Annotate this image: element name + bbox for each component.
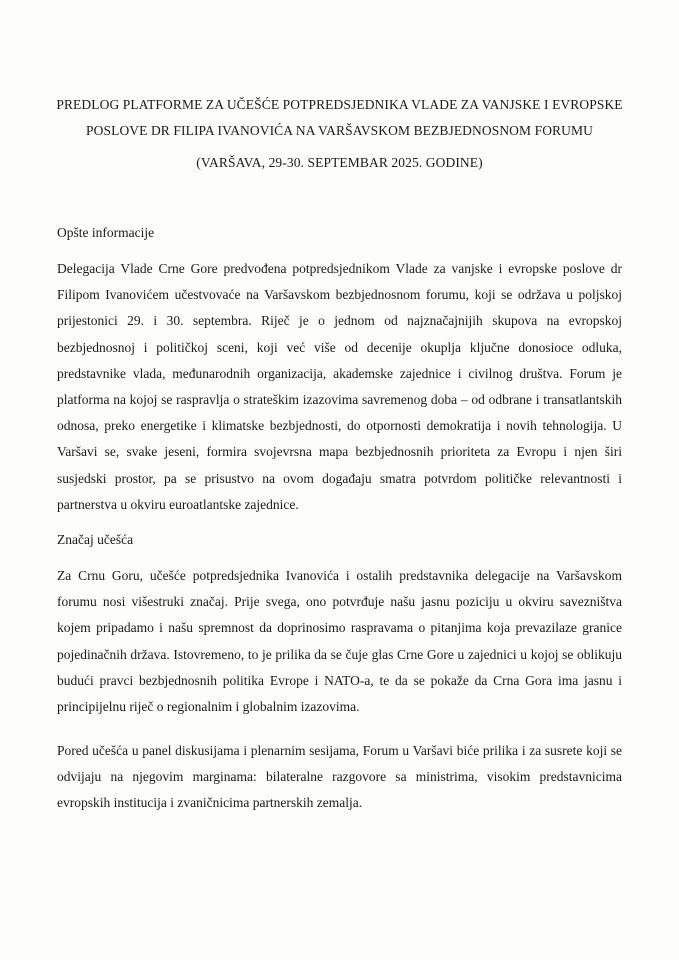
- section-heading-significance: Značaj učešća: [57, 532, 134, 547]
- section-paragraph-significance: Za Crnu Goru, učešće potpredsjednika Ivanovića i ostalih predstavnika delegacije na Varšavskom forumu nosi višestruki značaj. Prije svega, ono potvrđuje našu jasnu poziciju u okviru savezništva kojem pripadamo i našu spremnost da doprinosimo raspravama o pitanjima koja prevazilaze granice pojedinačnih država. Istovremeno, to je prilika da se čuje glas Crne Gore u zajednici u kojoj se oblikuju budući pravci bezbjednosnih politika Evrope i NATO-a, te da se pokaže da Crna Gora ima jasnu i principijelnu riječ o regionalnim i globalnim izazovima.: [57, 568, 622, 715]
- section-paragraph-general-info: Delegacija Vlade Crne Gore predvođena potpredsjednikom Vlade za vanjske i evropske poslove dr Filipom Ivanovićem učestvovaće na Varšavskom bezbjednosnom forumu, koji se održava u poljskoj prijestonici 29. i 30. septembra. Riječ je o jednom od najznačajnijih skupova na evropskoj bezbjednosnoj i političkoj sceni, koji već više od decenije okuplja ključne donosioce odluka, predstavnike vlada, međunarodnih organizacija, akademske zajednice i civilnog društva. Forum je platforma na kojoj se raspravlja o strateškim izazovima savremenog doba – od odbrane i transatlantskih odnosa, preko energetike i klimatske bezbjednosti, do otpornosti demokratija i novih tehnologija. U Varšavi se, svake jeseni, formira svojevrsna mapa bezbjednosnih prioriteta za Evropu i njen širi susjedski prostor, pa se prisustvo na ovom događaju smatra potvrdom političke relevantnosti i partnerstva u okviru euroatlantske zajednice.: [57, 261, 622, 512]
- document-title: [40, 92, 639, 144]
- section-heading-general-info: Opšte informacije: [57, 225, 155, 240]
- section-paragraph-margins: Pored učešća u panel diskusijama i plenarnim sesijama, Forum u Varšavi biće prilika i za susrete koji se odvijaju na njegovim marginama: bilateralne razgovore sa ministrima, visokim predstavnicima evropskih institucija i zvaničnicima partnerskih zemalja.: [57, 743, 622, 811]
- document-title-line-1: PREDLOG PLATFORME ZA UČEŠĆE POTPREDSJEDNIKA VLADE ZA VANJSKE I EVROPSKE: [56, 97, 623, 112]
- document-title-line-2: POSLOVE DR FILIPA IVANOVIĆA NA VARŠAVSKOM BEZBJEDNOSNOM FORUMU: [86, 123, 593, 138]
- document-subtitle: (VARŠAVA, 29-30. SEPTEMBAR 2025. GODINE): [196, 155, 483, 170]
